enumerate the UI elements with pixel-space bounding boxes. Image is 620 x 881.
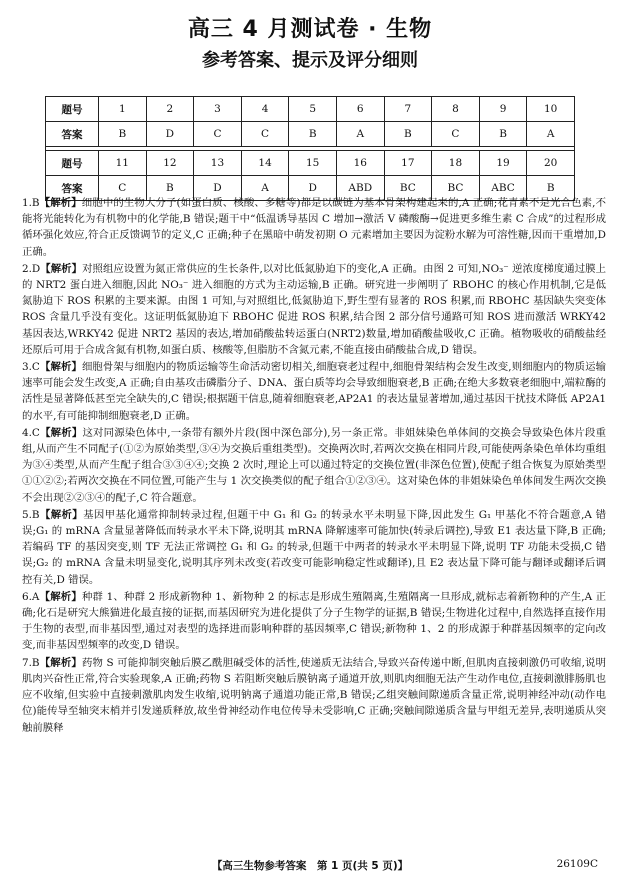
question-number-cell: 16 bbox=[336, 151, 384, 176]
answer-cell: B bbox=[479, 122, 527, 147]
explanation-text: 药物 S 可能抑制突触后膜乙酰胆碱受体的活性,使递质无法结合,导致兴奋传递中断,但肌肉直接刺激仍可收缩,说明肌肉兴奋性正常,符合实验现象,A 正确;药物 S 若阻断突触后膜钠离子通道开放,则肌肉细胞无法产生动作电位,直接刺激腓肠肌也应不收缩,但实验中直接刺激肌肉发生收缩,说明钠离子通道功能正常,B 错误;乙组突触间隙递质含量正常,说明神经冲动(动作电位)能传导至轴突末梢并引发递质释放,故坐骨神经动作电位传导未受影响,C 正确;突触间隙递质含量与甲组无差异,表明递质从突触前膜释 bbox=[22, 656, 606, 734]
answer-cell: C bbox=[432, 122, 480, 147]
explanation-item bbox=[22, 655, 606, 736]
answer-table bbox=[45, 96, 575, 201]
question-number-cell: 9 bbox=[479, 97, 527, 122]
question-number-cell: 7 bbox=[384, 97, 432, 122]
answer-row bbox=[46, 122, 575, 147]
answer-cell: D bbox=[146, 122, 194, 147]
answer-cell: C bbox=[241, 122, 289, 147]
explanation-text: 细胞骨架与细胞内的物质运输等生命活动密切相关,细胞衰老过程中,细胞骨架结构会发生改变,则细胞内的物质运输速率可能会发生改变,A 正确;自由基攻击磷脂分子、DNA、蛋白质等均会导致细胞衰老,B 正确;在绝大多数衰老细胞中,端粒酶的活性是显著降低甚至完全缺失的,C 错误;根据题干信息,随着细胞衰老,AP2A1 的表达量显著增加,通过基因干扰技术降低 AP2A1 的水平,有可能抑制细胞衰老,D 正确。 bbox=[22, 361, 607, 422]
question-number-cell: 19 bbox=[479, 151, 527, 176]
question-number-cell: 11 bbox=[99, 151, 147, 176]
question-number-cell: 2 bbox=[146, 97, 194, 122]
footer-page-info: 【高三生物参考答案 第 1 页(共 5 页)】 bbox=[211, 860, 409, 872]
explanations bbox=[22, 195, 606, 737]
analysis-tag: 【解析】 bbox=[39, 656, 82, 669]
question-answer-lead: 1.B bbox=[22, 197, 40, 209]
question-number-cell: 3 bbox=[194, 97, 242, 122]
answer-cell: B bbox=[384, 122, 432, 147]
answer-cell: B bbox=[99, 122, 147, 147]
answer-cell: B bbox=[289, 122, 337, 147]
explanation-item bbox=[22, 425, 606, 506]
footer-paper-code: 26109C bbox=[556, 858, 598, 870]
answer-cell: A bbox=[336, 122, 384, 147]
answer-cell: ABC bbox=[479, 176, 527, 201]
question-number-cell: 17 bbox=[384, 151, 432, 176]
question-answer-lead: 3.C bbox=[22, 361, 40, 374]
explanation-item bbox=[22, 589, 606, 654]
page-subtitle: 参考答案、提示及评分细则 bbox=[202, 50, 418, 71]
answer-cell: A bbox=[527, 122, 575, 147]
question-number-cell: 20 bbox=[527, 151, 575, 176]
question-number-row bbox=[46, 97, 575, 122]
row-header: 题号 bbox=[46, 151, 99, 176]
question-answer-lead: 6.A bbox=[22, 590, 40, 603]
question-number-cell: 8 bbox=[432, 97, 480, 122]
page-title: 高三 4 月测试卷 · 生物 bbox=[187, 17, 433, 42]
answer-cell: D bbox=[289, 176, 337, 201]
analysis-tag: 【解析】 bbox=[39, 508, 84, 521]
explanation-item bbox=[22, 507, 606, 588]
answer-cell: D bbox=[194, 176, 242, 201]
question-number-cell: 13 bbox=[194, 151, 242, 176]
question-number-cell: 10 bbox=[527, 97, 575, 122]
question-number-cell: 1 bbox=[99, 97, 147, 122]
analysis-tag: 【解析】 bbox=[40, 262, 83, 275]
row-header: 答案 bbox=[46, 122, 99, 147]
question-answer-lead: 7.B bbox=[22, 656, 40, 669]
question-number-cell: 18 bbox=[432, 151, 480, 176]
answer-cell: A bbox=[241, 176, 289, 201]
question-answer-lead: 4.C bbox=[22, 426, 40, 439]
analysis-tag: 【解析】 bbox=[39, 426, 83, 439]
explanation-text: 基因甲基化通常抑制转录过程,但题干中 G₁ 和 G₂ 的转录水平未明显下降,因此发生 G₁ 甲基化不符合题意,A 错误;G₁ 的 mRNA 含量显著降低而转录水平未下降,说明其 mRNA 降解速率可能加快(转录后调控),导致 E1 表达量下降,B 正确;若编码 TF 的基因突变,则 TF 无法正常调控 G₁ 和 G₂ 的转录,但题干中两者的转录水平未明显下降,说明 TF 功能未受损,C 错误;G₂ 的 mRNA 含量未明显变化,说明其序列未改变(若改变可能影响稳定性或翻译),且 E2 表达量下降可能与翻译或翻译后调控有关,D 错误。 bbox=[22, 508, 606, 586]
explanation-text: 这对同源染色体中,一条带有额外片段(图中深色部分),另一条正常。非姐妹染色单体间的交换会导致染色体片段重组,从而产生不同配子(①②为原始类型,③④为交换后重组类型)。交换两次时,若两次交换在相同片段,可能使两条染色单体均重组为③④类型,从而产生配子组合③③④④;交换 2 次时,理论上可以通过特定的交换位置(非深色位置),使配子组合恢复为原始类型①①②②;若两次交换在不同位置,可能产生与 1 次交换类似的配子组合①②③④。这对染色体的非姐妹染色单体间发生两次交换不会出现②②③④的配子,C 符合题意。 bbox=[22, 426, 606, 504]
analysis-tag: 【解析】 bbox=[39, 197, 82, 209]
question-number-cell: 4 bbox=[241, 97, 289, 122]
answer-cell: BC bbox=[432, 176, 480, 201]
answer-cell: B bbox=[146, 176, 194, 201]
row-header: 题号 bbox=[46, 97, 99, 122]
analysis-tag: 【解析】 bbox=[39, 361, 82, 374]
explanation-item bbox=[22, 261, 606, 358]
explanation-text: 对照组应设置为氮正常供应的生长条件,以对比低氮胁迫下的变化,A 正确。由图 2 可知,NO₃⁻ 逆浓度梯度通过膜上的 NRT2 蛋白进入细胞,因此 NO₃⁻ 进入细胞的方式为主动运输,B 正确。研究进一步阐明了 RBOHC 的核心作用机制,它是低氮胁迫下 ROS 积累的主要来源。由图 1 可知,与对照组比,低氮胁迫下,野生型有显著的 ROS 积累,而 RBOHC 基因缺失突变体 ROS 含量几乎没有变化。这证明低氮胁迫下 RBOHC 促进 ROS 积累,结合图 2 部分信号通路可知 ROS 进而激活 WRKY42 基因表达,WRKY42 促进 NRT2 基因的表达,增加硝酸盐转运蛋白(NRT2)数量,增加硝酸盐吸收,C 正确。植物吸收的硝酸盐经还原后可用于合成含氮有机物,如蛋白质、核酸等,但脂肪不含氮元素,不能直接由硝酸盐合成,D 错误。 bbox=[22, 262, 607, 356]
row-header: 答案 bbox=[46, 176, 99, 201]
explanation-text: 种群 1、种群 2 形成新物种 1、新物种 2 的标志是形成生殖隔离,生殖隔离一旦形成,就标志着新物种的产生,A 正确;化石是研究大熊猫进化最直接的证据,而基因研究为进化提供了分子生物学的证据,B 错误;生物进化过程中,自然选择直接作用于生物的表型,而非基因型,通过对表型的选择进而影响种群的基因频率,C 错误;新物种 1、2 的形成源于种群基因频率的定向改变,而非基因型频率的改变,D 错误。 bbox=[22, 590, 606, 652]
question-number-row bbox=[46, 151, 575, 176]
question-number-cell: 12 bbox=[146, 151, 194, 176]
question-number-cell: 6 bbox=[336, 97, 384, 122]
answer-cell: B bbox=[527, 176, 575, 201]
question-number-cell: 14 bbox=[241, 151, 289, 176]
answer-cell: C bbox=[99, 176, 147, 201]
question-number-cell: 15 bbox=[289, 151, 337, 176]
explanation-text: 细胞中的生物大分子(如蛋白质、核酸、多糖等)都是以碳链为基本骨架构建起来的,A 正确;花青素不是光合色素,不能将光能转化为有机物中的化学能,B 错误;题干中“低温诱导基因 C 增加→激活 V 磷酸酶→促进更多维生素 C 合成”的过程形成循环强化效应,符合正反馈调节的定义,C 正确;种子在黑暗中萌发初期 O 元素增加主要因为淀粉水解为可溶性糖,因而干重增加,D 正确。 bbox=[22, 197, 606, 258]
answer-cell: ABD bbox=[336, 176, 384, 201]
question-answer-lead: 2.D bbox=[22, 262, 41, 275]
question-answer-lead: 5.B bbox=[22, 508, 40, 521]
explanation-item bbox=[22, 195, 606, 260]
question-number-cell: 5 bbox=[289, 97, 337, 122]
explanation-item bbox=[22, 359, 606, 424]
analysis-tag: 【解析】 bbox=[39, 590, 82, 603]
answer-cell: BC bbox=[384, 176, 432, 201]
answer-cell: C bbox=[194, 122, 242, 147]
